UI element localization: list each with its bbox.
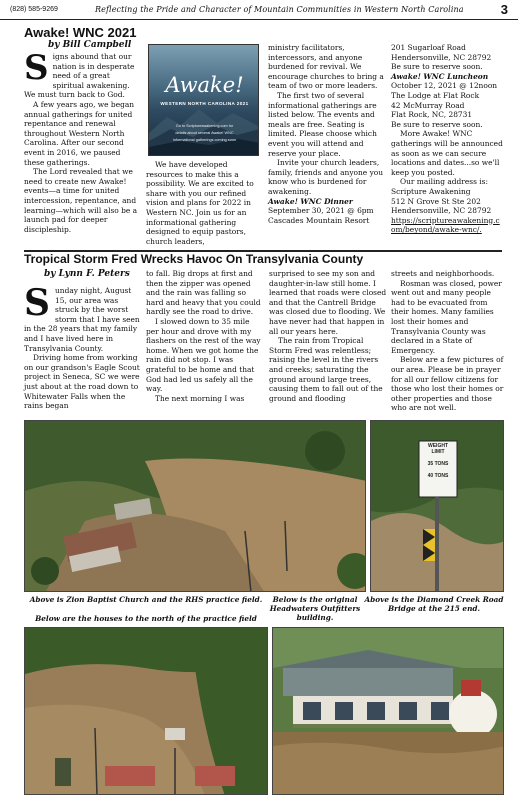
ad-subtitle: WESTERN NORTH CAROLINA 2021 [160, 101, 249, 106]
article1-mail-org: Scripture Awakening [391, 186, 471, 196]
article2-dropcap: S [24, 282, 50, 324]
article1-col4-more: More Awake! WNC gatherings will be announced as soon as we can secure locations and dates...so we'll keep you posted. [391, 129, 503, 177]
article1-col3-p2: The first two of several informational gatherings are listed below. The events and meals are free. Seating is limited. Please choose which event you will attend and reserve your place. [268, 90, 377, 158]
flood-building-art [273, 628, 504, 795]
article2-col3-p1: surprised to see my son and daughter-in-law still home. I learned that roads were closed and that the Cantrell Bridge was closed due to flooding. We have never had that happen in all our years here. [269, 269, 387, 336]
ad-line1: Go to Scriptureawakening.com for [175, 124, 234, 128]
article2-col2-p1: to fall. Big drops at first and then the zipper was opened and the rain was falling so hard and heavy that you could hardly see the road to drive. [146, 269, 261, 317]
sign-line-40: 40 TONS [427, 473, 449, 479]
article1-dinner-reserve: Be sure to reserve soon. [391, 62, 483, 72]
article1-dinner-venue: Cascades Mountain Resort [268, 215, 370, 225]
ad-line2: details about several Awake! WNC [175, 131, 234, 135]
article1-col1-p3: The Lord revealed that we need to create new Awake! events—a time for united intercession, repentance, and learning—which will also be a launch pad for deeper discipleship. [24, 167, 138, 234]
page-number: 3 [500, 2, 508, 17]
photo-diamond-creek-bridge [370, 420, 504, 592]
photo-houses-north [24, 627, 268, 795]
article2-col1 [24, 282, 140, 411]
article1-col3-p3: Invite your church leaders, family, friends and anyone you know who is burdened for awakening. [268, 158, 384, 196]
caption-diamond-creek: Above is the Diamond Creek Road Bridge at the 215 end. [364, 595, 504, 613]
ad-title: Awake! [165, 73, 244, 97]
article2-col2-p3: The next morning I was [155, 393, 245, 403]
article1-col3-p1: ministry facilitators, intercessors, and anyone burdened for revival. We encourage churches to bring a team of two or more leaders. [268, 43, 384, 91]
article1-col1-p2: A few years ago, we began annual gatherings for united repentance and renewal throughout Western North Carolina. After our second event in 2016, we paused these gatherings. [24, 99, 135, 167]
article2-col1-p1 [24, 282, 140, 353]
flood-aerial-1-art [25, 421, 366, 592]
page-header [0, 0, 518, 20]
sign-line-weight: WEIGHT [428, 443, 448, 449]
sign-line-limit: LIMIT [431, 449, 445, 455]
article1-col2-p1: We have developed resources to make this a possibility. We are excited to share with you our refined vision and plans for 2022 in Western NC. Join us for an informational gathering designed to equip pastors, church leaders, [146, 160, 254, 246]
article2-col1-text1: unday night, August 15, our area was struck by the worst storm that I have seen in the 28 years that my family and I have lived here in Transylvania County. [24, 286, 140, 353]
article1-dinner-title: Awake! WNC Dinner [268, 196, 353, 206]
article1-luncheon-address: 42 McMurray Road [391, 100, 465, 110]
article1-luncheon-venue: The Lodge at Flat Rock [391, 90, 480, 100]
article1-col2 [146, 160, 262, 246]
caption-headwaters: Below is the original Headwaters Outfitters building. [269, 595, 361, 622]
article2-col2-p2: I slowed down to 35 mile per hour and drove with my flashers on the rest of the way home. When we got home the rain did not stop. I was grateful to be home and that God had led us safely all the way. [146, 316, 261, 394]
header-tagline: Reflecting the Pride and Character of Mountain Communities in Western North Carolina [95, 5, 464, 14]
article1-col3 [268, 43, 386, 225]
article2-col4-p2: Rosman was closed, power went out and many people had to be evacuated from their homes. Many families lost their homes and Transylvania County was declared in a State of Emergency. [391, 278, 502, 355]
article2-col3-p2: The rain from Tropical Storm Fred was relentless; raising the level in the rivers and creeks; saturating the ground around large trees, causing them to fall out of the ground and flooding [269, 336, 383, 403]
article1-col4 [391, 43, 504, 235]
awake-ad-image [148, 44, 259, 156]
article1-byline: by Bill Campbell [48, 40, 132, 50]
caption-houses-north: Below are the houses to the north of the practice field [35, 614, 257, 623]
article1-luncheon-city: Flat Rock, NC, 28731 [391, 110, 473, 120]
article1-title: Awake! WNC 2021 [24, 25, 137, 40]
weight-limit-sign [419, 443, 457, 479]
article1-dropcap: S [24, 48, 49, 88]
article2-col4-p1: streets and neighborhoods. [391, 269, 495, 278]
article1-col1-p1 [24, 48, 142, 100]
article1-col1 [24, 48, 142, 234]
article2-col4 [391, 269, 504, 413]
ad-line3: informational gatherings coming soon [172, 138, 237, 142]
article2-byline: by Lynn F. Peters [44, 269, 130, 279]
article2-title: Tropical Storm Fred Wrecks Havoc On Transylvania County [24, 252, 364, 266]
article1-luncheon-reserve: Be sure to reserve soon. [391, 119, 483, 129]
article2-col3 [269, 269, 387, 403]
article1-col1-text1: igns abound that our nation is in desperate need of a great spiritual awakening. We must turn back to God. [24, 52, 135, 100]
article2-col4-p3: Below are a few pictures of our area. Please be in prayer for all our fellow citizens for those who lost their homes or other properties and those who are not well. [391, 355, 504, 413]
article2-col1-p2: Driving home from working on our grandson's Eagle Scout project in Seneca, SC we were just about at the road down to Whitewater Falls when the rains began [24, 353, 140, 411]
article1-dinner-address: 201 Sugarloaf Road [391, 43, 466, 52]
article1-dinner-date: September 30, 2021 @ 6pm [268, 206, 374, 216]
article1-luncheon-title: Awake! WNC Luncheon [391, 71, 489, 81]
photo-headwaters-outfitters [272, 627, 504, 795]
photo-zion-baptist-church [24, 420, 366, 592]
article1-mail-street: 512 N Grove St Ste 202 [391, 196, 481, 206]
article1-mail-city: Hendersonville, NC 28792 [391, 206, 492, 216]
article1-link[interactable]: https://scriptureawakening.com/beyond/awake-wnc/. [391, 215, 500, 235]
sign-line-35: 35 TONS [427, 461, 449, 467]
article2-col2 [146, 269, 264, 403]
article1-col4-mailing: Our mailing address is: [400, 177, 488, 187]
caption-zion-baptist: Above is Zion Baptist Church and the RHS practice field. [29, 595, 263, 604]
article1-dinner-city: Hendersonville, NC 28792 [391, 52, 492, 62]
article1-luncheon-date: October 12, 2021 @ 12noon [391, 81, 498, 91]
header-phone: (828) 585-9269 [10, 6, 58, 13]
flood-aerial-2-art [25, 628, 268, 795]
